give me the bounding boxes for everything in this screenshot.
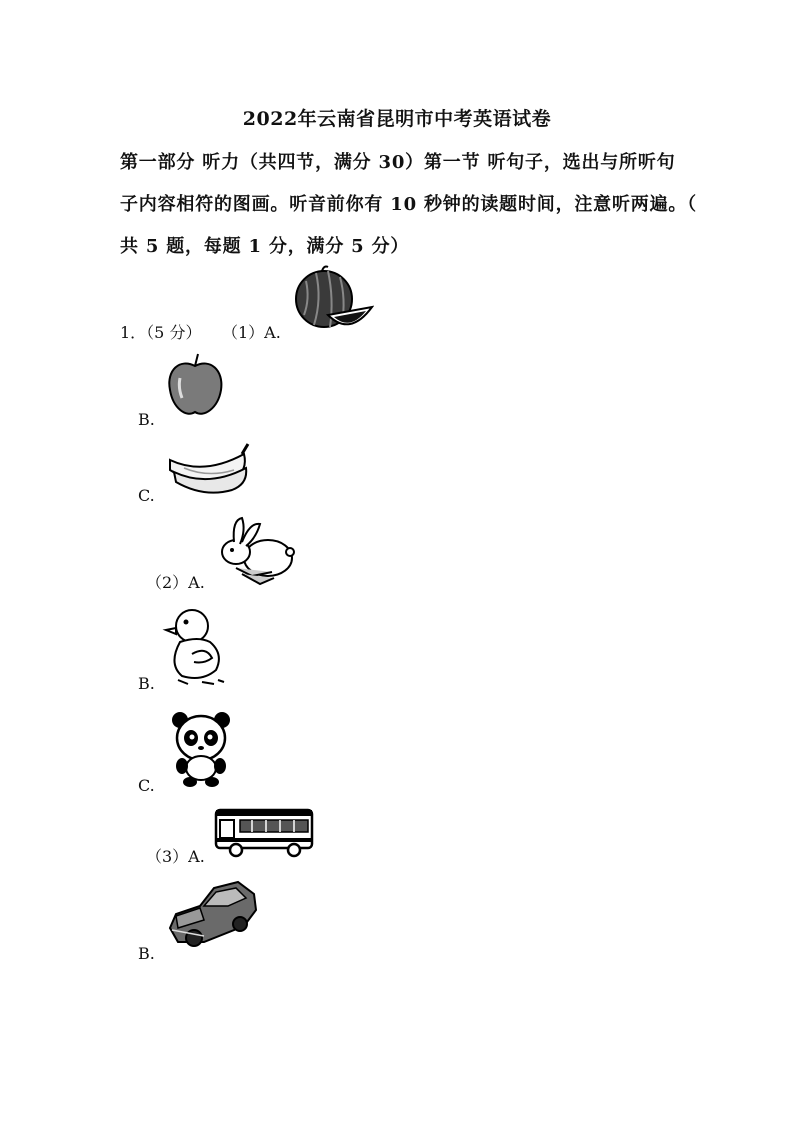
sub-question-2-label: （2）A. [146, 573, 205, 592]
duck-image [162, 604, 228, 688]
sub3-option-b-letter: B. [138, 944, 155, 963]
panda-image [170, 708, 232, 788]
sub1-option-c-letter: C. [138, 486, 155, 505]
sub1-option-b-letter: B. [138, 410, 155, 429]
bus-image [212, 804, 316, 860]
watermelon-image [292, 265, 374, 333]
bananas-image [164, 440, 256, 498]
intro-line-3: 共 5 题，每题 1 分，满分 5 分） [120, 236, 410, 257]
sub-question-3-label: （3）A. [146, 847, 205, 866]
question-number: 1．（5 分） [120, 323, 202, 342]
rabbit-image [212, 514, 298, 586]
intro-line-2: 子内容相符的图画。听音前你有 10 秒钟的读题时间，注意听两遍。（ [120, 194, 697, 215]
intro-line-1: 第一部分 听力（共四节，满分 30）第一节 听句子，选出与所听句 [120, 152, 676, 173]
sub2-option-b-letter: B. [138, 674, 155, 693]
car-image [164, 876, 260, 952]
page-title: 2022年云南省昆明市中考英语试卷 [242, 108, 552, 130]
sub2-option-c-letter: C. [138, 776, 155, 795]
apple-image [164, 352, 226, 420]
sub-question-1-label: （1）A. [222, 323, 281, 342]
